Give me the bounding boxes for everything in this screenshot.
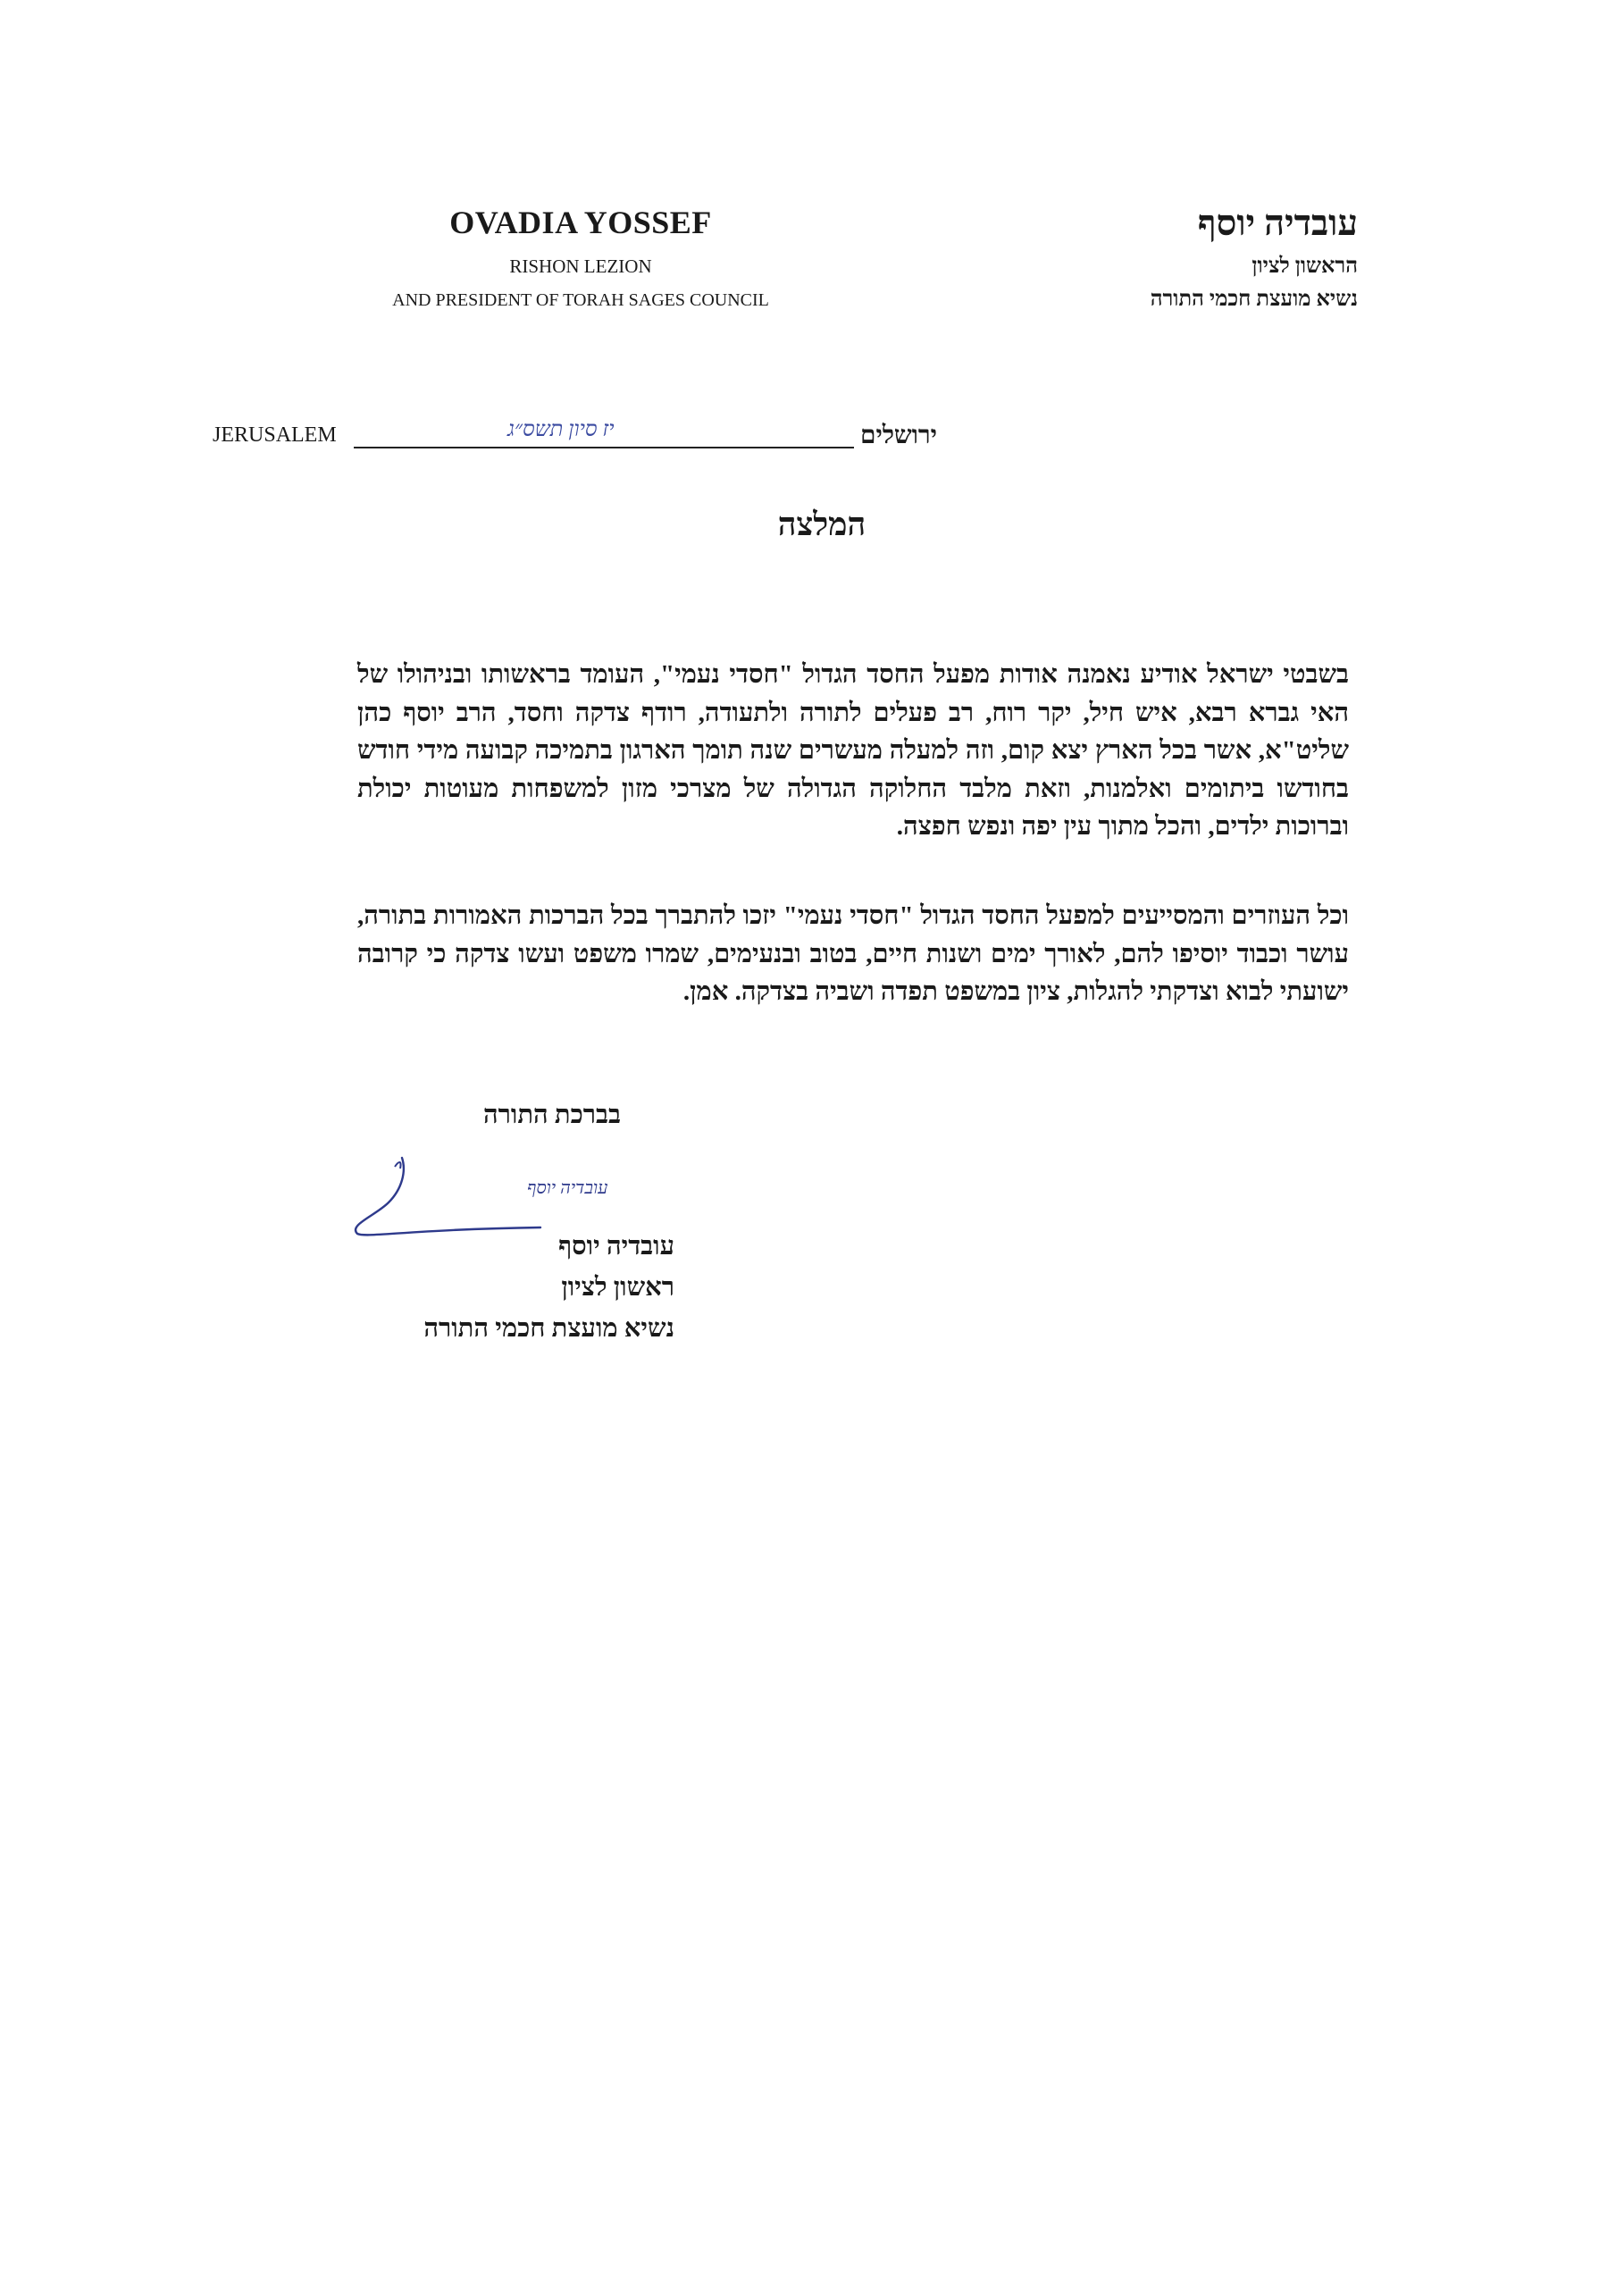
letterhead-he-position: נשיא מועצת חכמי התורה [1150,288,1358,311]
signer-position: נשיא מועצת חכמי התורה [423,1314,674,1343]
letterhead-english [357,204,804,311]
signer-name: עובדיה יוסף [558,1232,674,1261]
letterhead-en-position: AND PRESIDENT OF TORAH SAGES COUNCIL [392,290,769,310]
letterhead-he-title: הראשון לציון [1251,255,1358,278]
signer-title: ראשון לציון [561,1273,674,1302]
letterhead-he-name: עובדיה יוסף [1197,203,1358,243]
letterhead-hebrew [1063,202,1358,312]
body-paragraph-2: וכל העוזרים והמסייעים למפעל החסד הגדול "חסדי נעמי" יזכו להתברך בכל הברכות האמורות בתורה, עושר וכבוד יוסיפו להם, לאורך ימים ושנות חיים, בטוב ובנעימים, שמרו משפט ועשו צדקה כי קרובה ישועתי לבוא וצדקתי להגלות, ציון במשפט תפדה ושביה בצדקה. אמן. [357,901,1349,1006]
svg-text:עובדיה יוסף: עובדיה יוסף [527,1178,608,1198]
handwritten-date: יז סיון תשס״ג [507,418,615,441]
date-underline [354,447,854,448]
letter-title: המלצה [777,507,866,542]
city-english: JERUSALEM [213,423,337,447]
handwritten-signature [339,1149,608,1238]
letterhead-en-title: RISHON LEZION [509,256,652,277]
letterhead-en-name: OVADIA YOSSEF [449,205,712,240]
date-line [213,418,937,456]
body-paragraph-1: בשבטי ישראל אודיע נאמנה אודות מפעל החסד הגדול "חסדי נעמי", העומד בראשותו ובניהולו של האי גברא רבא, איש חיל, יקר רוח, רב פעלים לתורה ולתעודה, רודף צדקה וחסד, הרב יוסף כהן שליט"א, אשר בכל הארץ יצא קום, וזה למעלה מעשרים שנה תומך הארגון בתמיכה קבועה מידי חודש בחודשו ביתומים ואלמנות, וזאת מלבד החלוקה הגדולה של מצרכי מזון למשפחות מעוטות יכולת וברוכות ילדים, והכל מתוך עין יפה ונפש חפצה. [357,660,1349,841]
closing-blessing: בברכת התורה [482,1101,621,1129]
city-hebrew: ירושלים [860,422,937,449]
signature-block [353,1226,674,1349]
